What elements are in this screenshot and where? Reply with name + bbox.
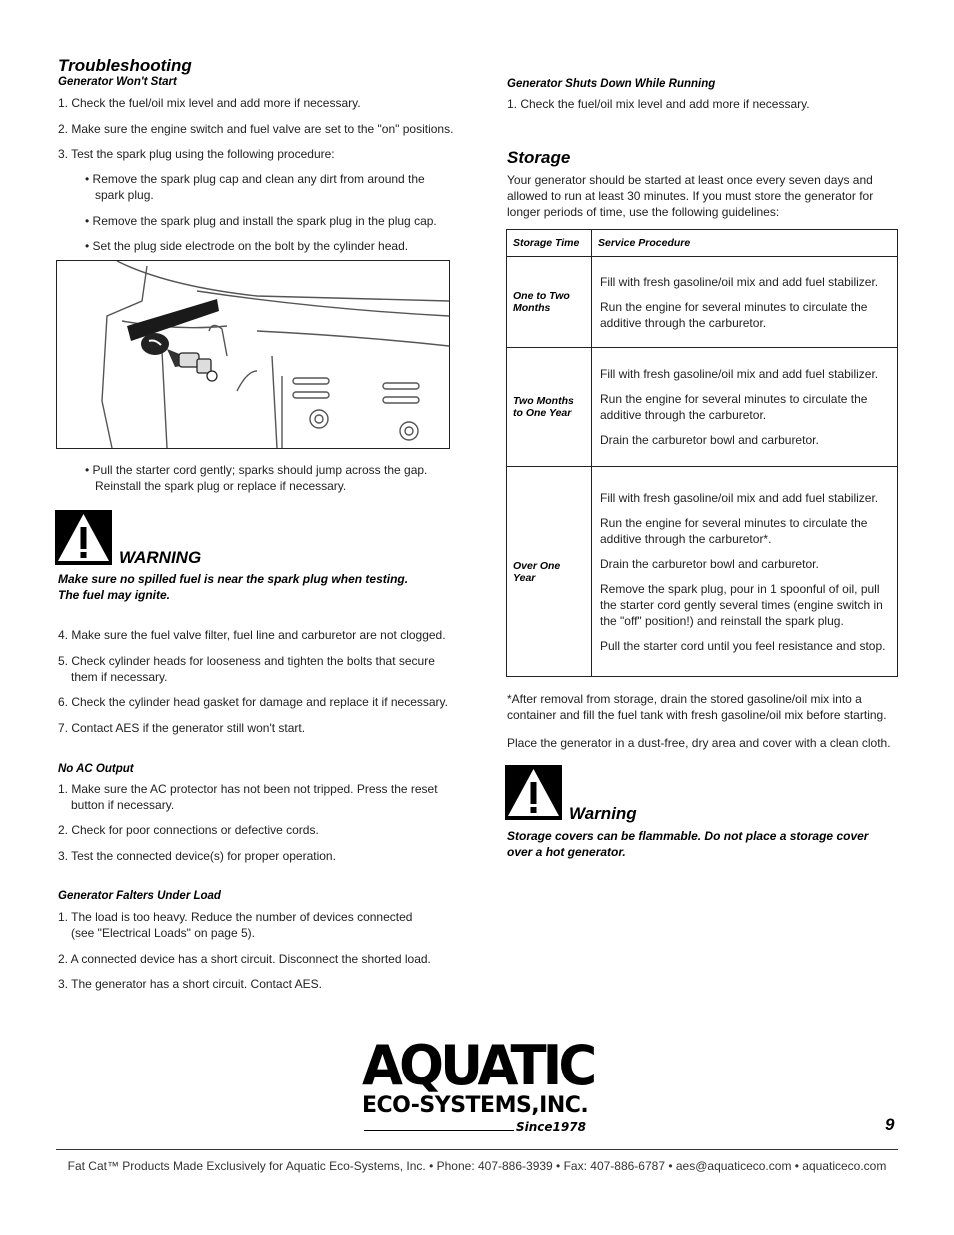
storage-warning-title: Warning xyxy=(569,804,637,823)
procedure-item: Run the engine for several minutes to circulate the additive through the carburetor. xyxy=(600,299,868,330)
wont-start-step-4: 4. Make sure the fuel valve filter, fuel line and carburetor are not clogged. xyxy=(58,628,446,642)
table-header-time: Storage Time xyxy=(507,230,592,257)
logo-aquatic-text: AQUATIC xyxy=(362,1034,594,1097)
falters-step-2: 2. A connected device has a short circuit. Disconnect the shorted load. xyxy=(58,952,431,966)
no-ac-step-2: 2. Check for poor connections or defective cords. xyxy=(58,823,319,837)
procedure-cell xyxy=(592,348,898,467)
bullet-install-plug: • Remove the spark plug and install the spark plug in the plug cap. xyxy=(85,214,437,228)
storage-time-cell: One to Two Months xyxy=(507,257,592,348)
storage-warning-text: Storage covers can be flammable. Do not place a storage cover over a hot generator. xyxy=(507,829,869,859)
storage-title: Storage xyxy=(507,148,571,167)
warning-title: WARNING xyxy=(119,548,202,567)
table-header-procedure: Service Procedure xyxy=(592,230,898,257)
bullet-remove-cap: • Remove the spark plug cap and clean any dirt from around the spark plug. xyxy=(85,172,425,202)
no-ac-step-1: 1. Make sure the AC protector has not been not tripped. Press the reset button if necessary. xyxy=(58,782,438,812)
bullet-pull-starter: • Pull the starter cord gently; sparks should jump across the gap. Reinstall the spark plug or replace if necessary. xyxy=(85,463,428,493)
storage-table xyxy=(506,229,898,677)
logo-underline xyxy=(364,1130,514,1131)
wont-start-heading: Generator Won't Start xyxy=(58,76,177,88)
procedure-item: Remove the spark plug, pour in 1 spoonful of oil, pull the starter cord gently several times (engine switch in the "off" position!) and reinstall the spark plug. xyxy=(600,581,883,628)
troubleshooting-title: Troubleshooting xyxy=(58,56,192,75)
shuts-down-step-1: 1. Check the fuel/oil mix level and add more if necessary. xyxy=(507,97,810,111)
wont-start-step-3: 3. Test the spark plug using the following procedure: xyxy=(58,147,335,161)
storage-time-cell: Two Months to One Year xyxy=(507,348,592,467)
table-row xyxy=(507,257,898,348)
no-ac-heading: No AC Output xyxy=(58,763,134,775)
wont-start-step-5: 5. Check cylinder heads for looseness and tighten the bolts that secure them if necessary. xyxy=(58,654,435,684)
logo-since-text: Since1978 xyxy=(516,1120,586,1134)
exclamation-warning-icon xyxy=(55,510,112,565)
exclamation-warning-icon xyxy=(505,765,562,820)
shuts-down-heading: Generator Shuts Down While Running xyxy=(507,78,716,90)
procedure-item: Drain the carburetor bowl and carburetor. xyxy=(600,556,819,571)
procedure-item: Drain the carburetor bowl and carburetor. xyxy=(600,433,819,447)
falters-step-1: 1. The load is too heavy. Reduce the number of devices connected (see "Electrical Loads" on page 5). xyxy=(58,910,413,940)
storage-time-cell: Over One Year xyxy=(507,467,592,677)
falters-heading: Generator Falters Under Load xyxy=(58,890,221,902)
storage-footnote: *After removal from storage, drain the stored gasoline/oil mix into a container and fill the fuel tank with fresh gasoline/oil mix before starting. xyxy=(507,692,887,722)
storage-intro: Your generator should be started at least once every seven days and allowed to run at least 30 minutes. If you must store the generator for longer periods of time, use the following guidelines: xyxy=(507,173,874,219)
spark-plug-illustration xyxy=(56,260,450,449)
logo-eco-systems-text: ECO-SYSTEMS,INC. xyxy=(362,1093,589,1118)
bullet-set-electrode: • Set the plug side electrode on the bolt by the cylinder head. xyxy=(85,239,409,253)
procedure-item: Pull the starter cord until you feel resistance and stop. xyxy=(600,638,886,653)
storage-place: Place the generator in a dust-free, dry area and cover with a clean cloth. xyxy=(507,736,891,750)
wont-start-step-2: 2. Make sure the engine switch and fuel valve are set to the "on" positions. xyxy=(58,122,454,136)
wont-start-step-1: 1. Check the fuel/oil mix level and add more if necessary. xyxy=(58,96,361,110)
wont-start-step-6: 6. Check the cylinder head gasket for damage and replace it if necessary. xyxy=(58,695,448,709)
warning-text: Make sure no spilled fuel is near the spark plug when testing. The fuel may ignite. xyxy=(58,572,409,602)
footer-text: Fat Cat™ Products Made Exclusively for Aquatic Eco-Systems, Inc. • Phone: 407-886-3939 • Fax: 407-886-6787 • aes@aquaticeco.com • aquaticeco.com xyxy=(67,1159,887,1173)
wont-start-step-7: 7. Contact AES if the generator still won't start. xyxy=(58,721,306,735)
procedure-item: Run the engine for several minutes to circulate the additive through the carburetor*. xyxy=(600,515,868,546)
page-number: 9 xyxy=(885,1115,895,1134)
procedure-item: Fill with fresh gasoline/oil mix and add fuel stabilizer. xyxy=(600,274,879,289)
procedure-item: Run the engine for several minutes to circulate the additive through the carburetor. xyxy=(600,392,868,422)
procedure-cell xyxy=(592,467,898,677)
aquatic-logo xyxy=(362,1034,602,1138)
falters-step-3: 3. The generator has a short circuit. Contact AES. xyxy=(58,977,322,991)
procedure-item: Fill with fresh gasoline/oil mix and add fuel stabilizer. xyxy=(600,367,879,381)
procedure-item: Fill with fresh gasoline/oil mix and add fuel stabilizer. xyxy=(600,490,879,505)
procedure-cell xyxy=(592,257,898,348)
table-row xyxy=(507,467,898,677)
footer-divider xyxy=(56,1149,898,1150)
table-row xyxy=(507,348,898,467)
no-ac-step-3: 3. Test the connected device(s) for proper operation. xyxy=(58,849,336,863)
